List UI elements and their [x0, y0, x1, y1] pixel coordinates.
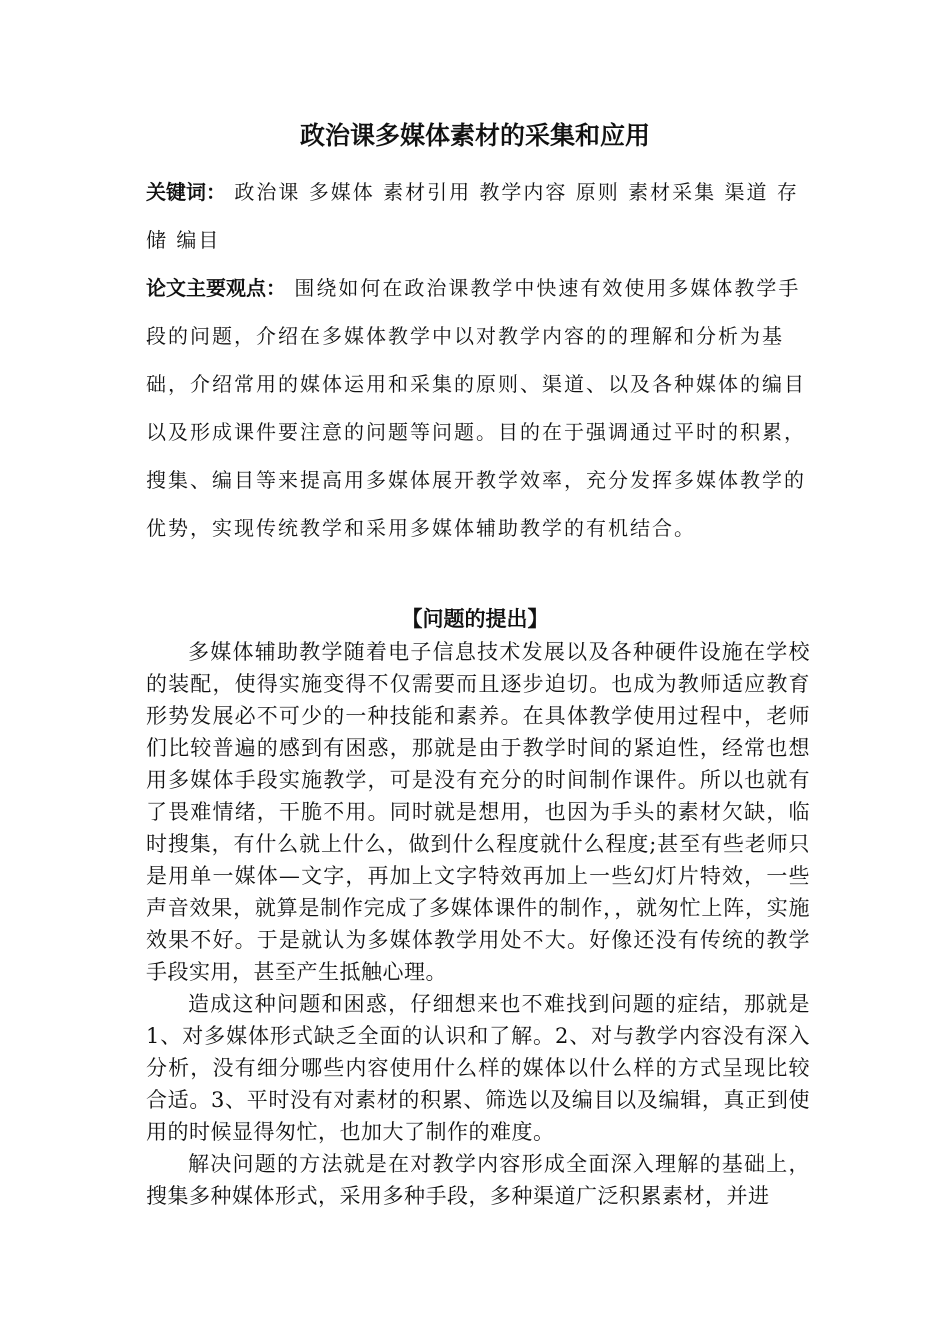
main-viewpoint-text: 围绕如何在政治课教学中快速有效使用多媒体教学手段的问题，介绍在多媒体教学中以对教学内容的的理解和分析为基础，介绍常用的媒体运用和采集的原则、渠道、以及各种媒体的编目以及形成课件要注意的问题等问题。目的在于强调通过平时的积累，搜集、编目等来提高用多媒体展开教学效率，充分发挥多媒体教学的优势，实现传统教学和采用多媒体辅助教学的有机结合。 — [146, 276, 806, 540]
paragraph: 解决问题的方法就是在对教学内容形成全面深入理解的基础上，搜集多种媒体形式，采用多种手段，多种渠道广泛积累素材，并进 — [146, 1152, 810, 1208]
main-viewpoint-block — [146, 264, 810, 552]
keywords-block — [146, 168, 810, 264]
keywords-text: 政治课 多媒体 素材引用 教学内容 原则 素材采集 渠道 存储 编目 — [146, 180, 799, 252]
paragraph: 造成这种问题和困惑，仔细想来也不难找到问题的症结，那就是1、对多媒体形式缺乏全面的认识和了解。2、对与教学内容没有深入分析，没有细分哪些内容使用什么样的媒体以什么样的方式呈现比较合适。3、平时没有对素材的积累、筛选以及编目以及编辑，真正到使用的时候显得匆忙，也加大了制作的难度。 — [146, 992, 810, 1144]
document-title: 政治课多媒体素材的采集和应用 — [299, 121, 650, 150]
paragraph: 多媒体辅助教学随着电子信息技术发展以及各种硬件设施在学校的装配，使得实施变得不仅需要而且逐步迫切。也成为教师适应教育形势发展必不可少的一种技能和素养。在具体教学使用过程中，老师们比较普遍的感到有困惑，那就是由于教学时间的紧迫性，经常也想用多媒体手段实施教学，可是没有充分的时间制作课件。所以也就有了畏难情绪，干脆不用。同时就是想用，也因为手头的素材欠缺，临时搜集，有什么就上什么，做到什么程度就什么程度;甚至有些老师只是用单一媒体—文字，再加上文字特效再加上一些幻灯片特效，一些声音效果，就算是制作完成了多媒体课件的制作，，就匆忙上阵，实施效果不好。于是就认为多媒体教学用处不大。好像还没有传统的教学手段实用，甚至产生抵触心理。 — [146, 640, 810, 984]
keywords-label: 关键词： — [146, 180, 226, 204]
section-heading: 【问题的提出】 — [401, 607, 549, 631]
body-text — [146, 636, 810, 1212]
main-viewpoint-label: 论文主要观点： — [146, 276, 286, 300]
